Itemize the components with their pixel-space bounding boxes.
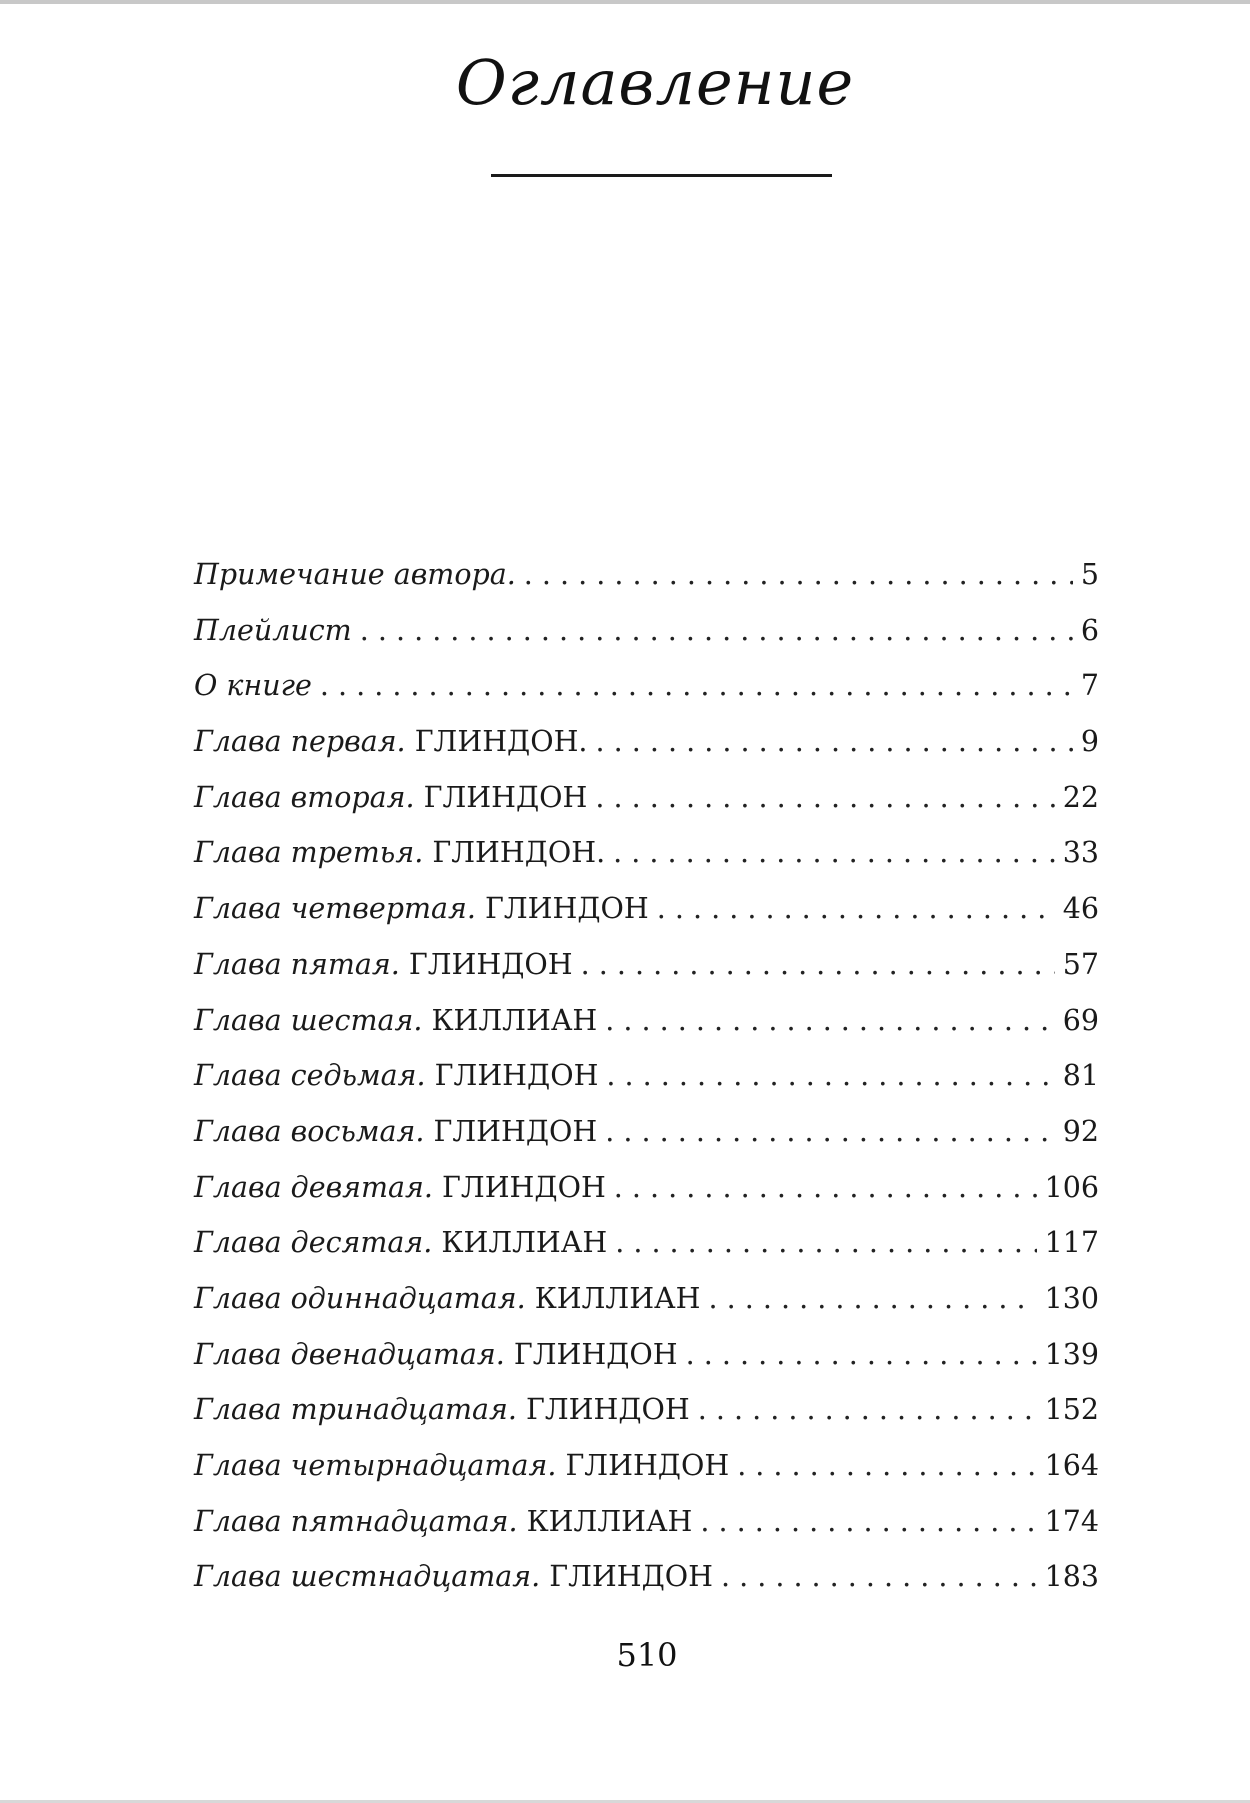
toc-leader-dots (320, 658, 1073, 714)
toc-leader-dots (596, 714, 1073, 770)
toc-entry-page: 152 (1044, 1393, 1099, 1427)
toc-leader-dots (613, 825, 1055, 881)
toc-entry (194, 658, 1099, 714)
toc-entry-title: Глава двенадцатая. ГЛИНДОН (194, 1337, 678, 1371)
toc-entry-narrator: ГЛИНДОН. (414, 725, 588, 759)
toc-leader-dots (614, 1160, 1037, 1216)
toc-entry-page: 106 (1044, 1170, 1099, 1204)
toc-entry-page: 183 (1044, 1560, 1099, 1594)
toc-entry-page: 92 (1062, 1114, 1099, 1148)
toc-entry-title: Глава первая. ГЛИНДОН. (194, 725, 588, 759)
toc-leader-dots (709, 1271, 1037, 1327)
toc-entry-narrator: ГЛИНДОН (525, 1393, 690, 1427)
toc-entry-title: Глава седьмая. ГЛИНДОН (194, 1059, 599, 1093)
toc-entry-page: 7 (1080, 669, 1099, 703)
toc-entry-title: Глава третья. ГЛИНДОН. (194, 836, 606, 870)
toc-entry-narrator: КИЛЛИАН (526, 1504, 693, 1538)
toc-entry (194, 1438, 1099, 1494)
toc-entry (194, 1549, 1099, 1605)
toc-entry-narrator: КИЛЛИАН (441, 1226, 608, 1260)
toc-entry-narrator: ГЛИНДОН (513, 1337, 678, 1371)
toc-entry-page: 9 (1080, 725, 1099, 759)
toc-entry-title: Глава десятая. КИЛЛИАН (194, 1226, 608, 1260)
toc-entry (194, 881, 1099, 937)
toc-leader-dots (657, 881, 1055, 937)
toc-entry-title: Примечание автора. (194, 558, 516, 591)
toc-leader-dots (615, 1215, 1036, 1271)
toc-leader-dots (737, 1438, 1036, 1494)
toc-entry (194, 937, 1099, 993)
page-title: Оглавление (455, 46, 855, 119)
toc-entry-title: Глава вторая. ГЛИНДОН (194, 780, 588, 814)
toc-leader-dots (686, 1327, 1037, 1383)
toc-entry-page: 22 (1062, 780, 1099, 814)
toc-entry-title: О книге (194, 669, 312, 703)
toc-entry-narrator: ГЛИНДОН (442, 1170, 606, 1204)
toc-entry-page: 117 (1044, 1226, 1099, 1260)
toc-entry (194, 993, 1099, 1049)
toc-entry-page: 164 (1044, 1449, 1099, 1482)
toc-leader-dots (721, 1549, 1037, 1605)
toc-entry-page: 69 (1062, 1003, 1099, 1037)
toc-entry-narrator: ГЛИНДОН (433, 1114, 598, 1148)
toc-entry-title: Глава пятнадцатая. КИЛЛИАН (194, 1504, 693, 1538)
toc-leader-dots (698, 1382, 1037, 1438)
toc-leader-dots (581, 937, 1055, 993)
toc-entry (194, 714, 1099, 770)
page-number: 510 (616, 1636, 678, 1674)
toc-leader-dots (606, 1048, 1054, 1104)
toc-entry-page: 5 (1080, 558, 1099, 591)
toc-entry (194, 825, 1099, 881)
toc-entry-page: 6 (1080, 613, 1099, 647)
toc-leader-dots (595, 770, 1054, 826)
toc-entry (194, 1327, 1099, 1383)
toc-leader-dots (605, 1104, 1055, 1160)
toc-entry-title: Глава четвертая. ГЛИНДОН (194, 892, 649, 926)
toc-entry-title: Глава тринадцатая. ГЛИНДОН (194, 1393, 690, 1427)
toc-entry (194, 1271, 1099, 1327)
toc-entry (194, 1104, 1099, 1160)
toc-entry-title: Глава девятая. ГЛИНДОН (194, 1170, 606, 1204)
toc-entry (194, 547, 1099, 603)
toc-entry (194, 603, 1099, 659)
toc-entry-title: Глава шестая. КИЛЛИАН (194, 1003, 598, 1037)
toc-entry (194, 1382, 1099, 1438)
toc-entry-narrator: ГЛИНДОН (549, 1560, 713, 1594)
toc-leader-dots (700, 1494, 1036, 1550)
toc-entry-title: Глава одиннадцатая. КИЛЛИАН (194, 1281, 701, 1315)
toc-entry-narrator: ГЛИНДОН (408, 947, 573, 981)
toc-entry-title: Глава четырнадцатая. ГЛИНДОН (194, 1449, 730, 1482)
toc-entry-narrator: ГЛИНДОН (434, 1059, 599, 1093)
toc-leader-dots (360, 603, 1073, 659)
toc-entry (194, 1048, 1099, 1104)
toc-entry-narrator: КИЛЛИАН (534, 1281, 701, 1315)
toc-entry-title: Глава пятая. ГЛИНДОН (194, 947, 573, 981)
toc-entry-page: 130 (1044, 1281, 1099, 1315)
toc-entry-page: 174 (1044, 1504, 1099, 1538)
table-of-contents (194, 547, 1099, 1605)
toc-entry (194, 1215, 1099, 1271)
toc-entry-title: Глава шестнадцатая. ГЛИНДОН (194, 1560, 713, 1594)
toc-entry-title: Плейлист (194, 613, 352, 647)
toc-entry-page: 33 (1062, 836, 1099, 870)
toc-entry (194, 770, 1099, 826)
toc-entry-narrator: ГЛИНДОН. (432, 836, 606, 870)
toc-entry-title: Глава восьмая. ГЛИНДОН (194, 1114, 598, 1148)
toc-leader-dots (524, 547, 1073, 603)
toc-entry-narrator: ГЛИНДОН (484, 892, 649, 926)
toc-entry-narrator: КИЛЛИАН (431, 1003, 598, 1037)
toc-entry (194, 1160, 1099, 1216)
toc-leader-dots (605, 993, 1054, 1049)
toc-entry-page: 57 (1062, 947, 1099, 981)
toc-entry-page: 139 (1044, 1337, 1099, 1371)
toc-entry-page: 46 (1062, 892, 1099, 926)
toc-entry-narrator: ГЛИНДОН (423, 780, 588, 814)
title-divider (491, 174, 832, 177)
toc-entry-narrator: ГЛИНДОН (565, 1449, 730, 1482)
toc-entry (194, 1494, 1099, 1550)
toc-entry-page: 81 (1062, 1059, 1099, 1093)
